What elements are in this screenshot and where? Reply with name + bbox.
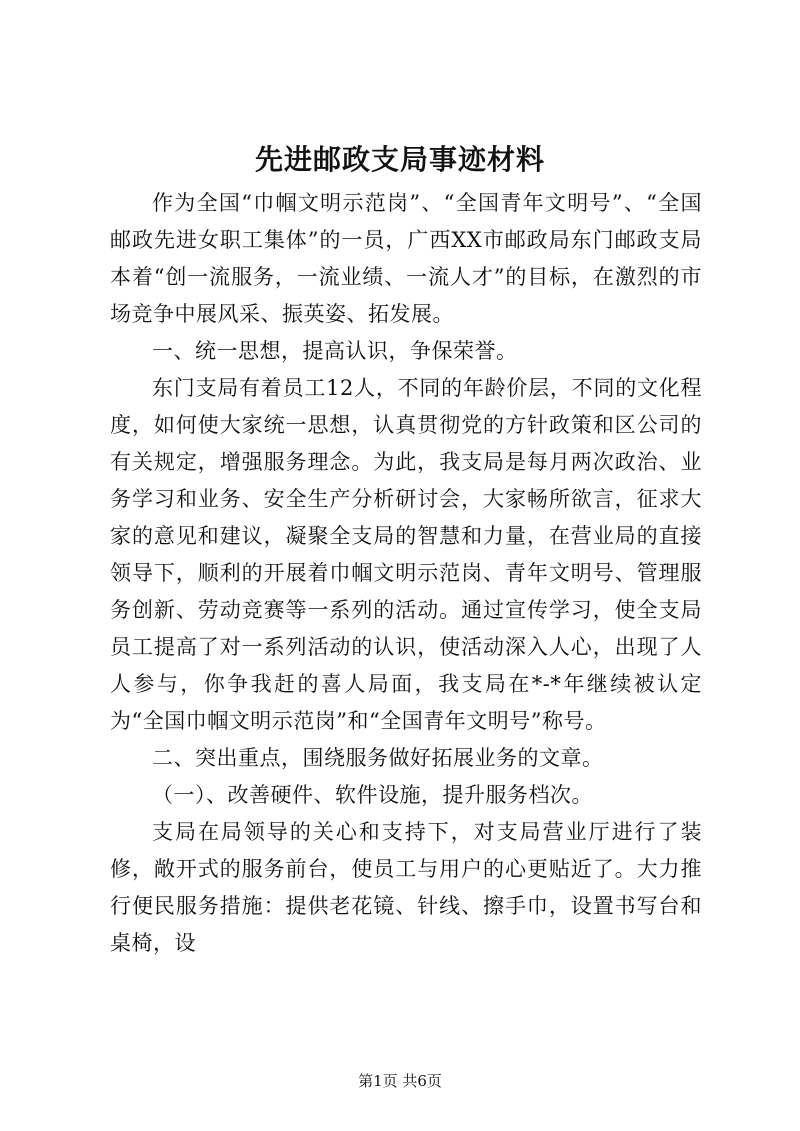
paragraph-intro: 作为全国“巾帼文明示范岗”、“全国青年文明号”、“全国邮政先进女职工集体”的一员，广西XX市邮政局东门邮政支局本着“创一流服务，一流业绩、一流人才”的目标，在激烈的市场竞争中展风采、振英姿、拓发展。 xyxy=(110,191,702,326)
section-heading-2: 二、突出重点，围绕服务做好拓展业务的文章。 xyxy=(152,746,604,770)
section-heading-1: 一、统一思想，提高认识，争保荣誉。 xyxy=(152,339,518,363)
paragraph-section-1: 东门支局有着员工12人，不同的年龄价层，不同的文化程度，如何使大家统一思想，认真贯彻党的方针政策和区公司的有关规定，增强服务理念。为此，我支局是每月两次政治、业务学习和业务、安全生产分析研讨会，大家畅所欲言，征求大家的意见和建议，凝聚全支局的智慧和力量，在营业局的直接领导下，顺利的开展着巾帼文明示范岗、青年文明号、管理服务创新、劳动竞赛等一系列的活动。通过宣传学习，使全支局员工提高了对一系列活动的认识，使活动深入人心，出现了人人参与，你争我赶的喜人局面，我支局在*-*年继续被认定为“全国巾帼文明示范岗”和“全国青年文明号”称号。 xyxy=(110,376,702,733)
document-title: 先进邮政支局事迹材料 xyxy=(254,143,545,176)
page-footer: 第1页 共6页 xyxy=(358,1072,442,1090)
paragraph-subsection-1: 支局在局领导的关心和支持下，对支局营业厅进行了装修，敞开式的服务前台，使员工与用户的心更贴近了。大力推行便民服务措施：提供老花镜、针线、擦手巾，设置书写台和桌椅，设 xyxy=(110,820,702,955)
document-body xyxy=(110,185,702,962)
subsection-heading-1: （一）、改善硬件、软件设施，提升服务档次。 xyxy=(152,783,593,807)
